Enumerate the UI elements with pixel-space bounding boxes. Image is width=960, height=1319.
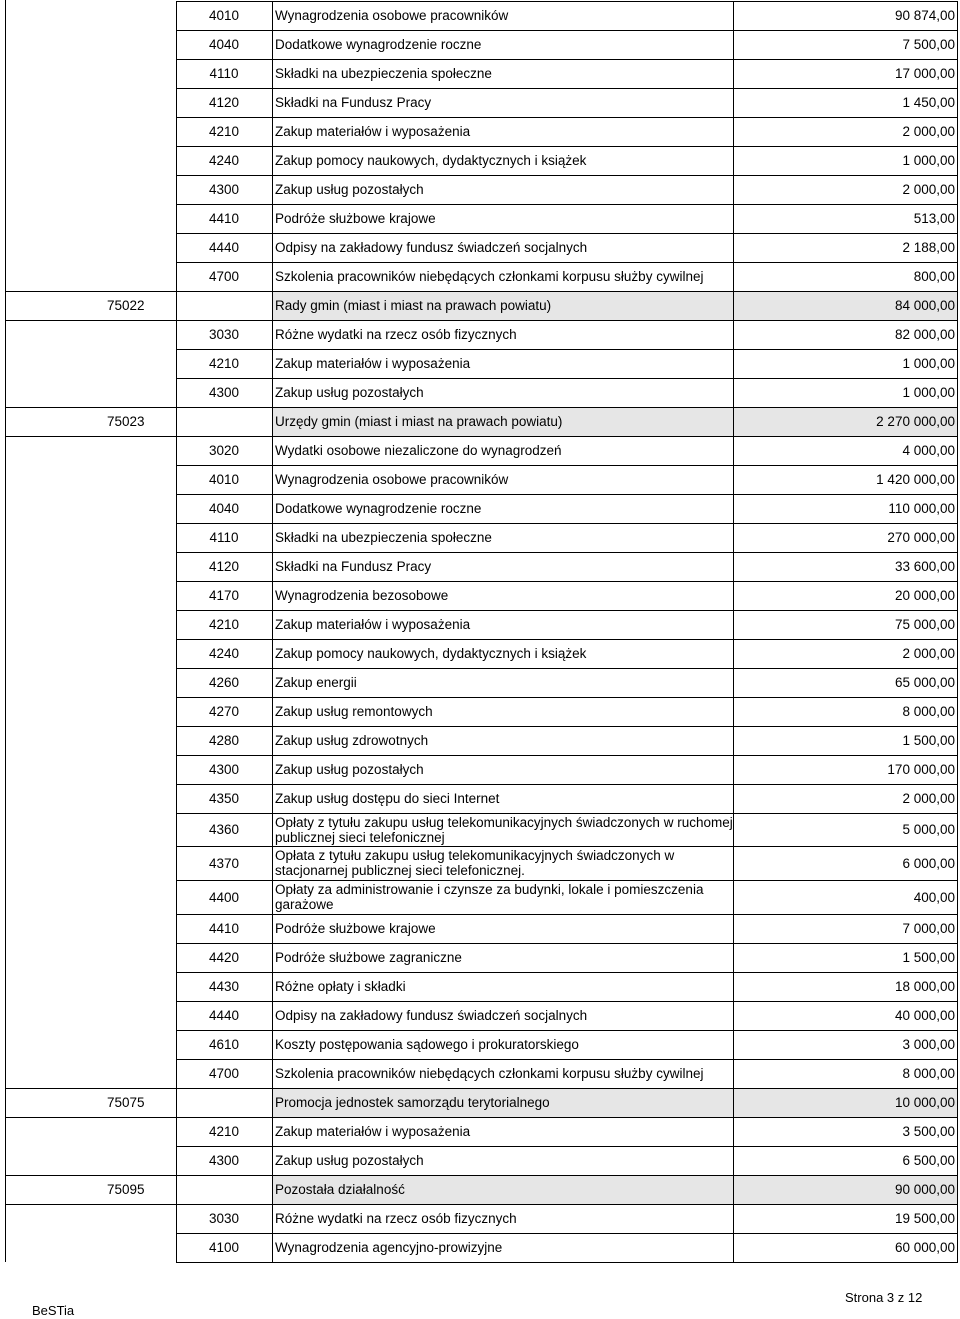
item-amount: 7 000,00	[902, 921, 955, 936]
cell-border	[176, 581, 273, 611]
item-amount: 400,00	[913, 889, 955, 905]
cell-border	[272, 1175, 734, 1205]
page-number: Strona 3 z 12	[845, 1290, 923, 1305]
item-name: Składki na Fundusz Pracy	[275, 559, 432, 574]
item-name: Opłata z tytułu zakupu usług telekomunikacyjnych świadczonych w stacjonarnej publicznej sieci telefonicznej.	[275, 848, 675, 878]
cell-border	[272, 146, 734, 176]
item-name: Szkolenia pracowników niebędących członkami korpusu służby cywilnej	[275, 269, 704, 284]
paragraph-code: 4120	[208, 559, 240, 574]
cell-border	[272, 204, 734, 234]
paragraph-code: 4210	[208, 124, 240, 139]
cell-border	[272, 233, 734, 263]
cell-border	[733, 1001, 958, 1031]
cell-border	[176, 1204, 273, 1234]
chapter-code	[0, 610, 176, 639]
cell-border	[733, 1204, 958, 1234]
footer-brand: BeSTia	[32, 1303, 75, 1318]
paragraph-code: 3030	[208, 327, 240, 342]
paragraph-code: 4040	[208, 501, 240, 516]
chapter-code	[0, 943, 176, 972]
chapter-code	[0, 1001, 176, 1030]
cell-border	[733, 407, 958, 437]
paragraph-code: 4440	[208, 240, 240, 255]
chapter-code	[0, 59, 176, 88]
item-name: Koszty postępowania sądowego i prokuratorskiego	[275, 1037, 579, 1052]
cell-border	[733, 784, 958, 814]
cell-border	[176, 639, 273, 669]
chapter-code	[0, 494, 176, 523]
cell-border	[176, 813, 273, 847]
cell-border	[272, 610, 734, 640]
cell-border	[733, 1233, 958, 1263]
paragraph-code: 4210	[208, 617, 240, 632]
paragraph-code: 4170	[208, 588, 240, 603]
item-name: Wynagrodzenia osobowe pracowników	[275, 8, 509, 23]
chapter-code	[0, 639, 176, 668]
cell-border	[733, 726, 958, 756]
paragraph-code: 4210	[208, 356, 240, 371]
cell-border	[733, 378, 958, 408]
item-amount: 800,00	[913, 269, 955, 284]
item-amount: 20 000,00	[894, 588, 955, 603]
cell-border	[733, 581, 958, 611]
cell-border	[733, 1030, 958, 1060]
item-name: Podróże służbowe zagraniczne	[275, 950, 462, 965]
chapter-code	[0, 880, 176, 914]
item-name: Promocja jednostek samorządu terytorialnego	[272, 1088, 733, 1117]
cell-border	[272, 1204, 734, 1234]
item-name: Wynagrodzenia agencyjno-prowizyjne	[275, 1240, 503, 1255]
item-amount: 40 000,00	[894, 1008, 955, 1023]
item-name: Dodatkowe wynagrodzenie roczne	[275, 501, 482, 516]
paragraph-code: 4280	[208, 733, 240, 748]
paragraph-code: 4010	[208, 8, 240, 23]
item-name: Wynagrodzenia bezosobowe	[275, 588, 449, 603]
paragraph-code: 4360	[208, 822, 240, 837]
chapter-code	[0, 552, 176, 581]
cell-border	[733, 88, 958, 118]
item-amount: 6 500,00	[902, 1153, 955, 1168]
cell-border	[176, 697, 273, 727]
paragraph-code: 4240	[208, 153, 240, 168]
item-amount: 3 500,00	[902, 1124, 955, 1139]
item-amount: 2 000,00	[902, 182, 955, 197]
cell-border	[733, 146, 958, 176]
cell-border	[176, 320, 273, 350]
chapter-code	[0, 914, 176, 943]
chapter-code	[0, 1117, 176, 1146]
cell-border	[733, 117, 958, 147]
cell-border	[272, 697, 734, 727]
cell-border	[176, 610, 273, 640]
cell-border	[272, 1059, 734, 1089]
cell-border	[272, 175, 734, 205]
cell-border	[272, 668, 734, 698]
chapter-code	[0, 755, 176, 784]
item-amount: 75 000,00	[894, 617, 955, 632]
item-amount: 17 000,00	[894, 66, 955, 81]
item-name: Zakup energii	[275, 675, 357, 690]
cell-border	[176, 59, 273, 89]
cell-border	[272, 465, 734, 495]
cell-border	[272, 523, 734, 553]
cell-border	[733, 914, 958, 944]
cell-border	[733, 349, 958, 379]
cell-border	[733, 846, 958, 881]
cell-border	[176, 204, 273, 234]
cell-border	[272, 1030, 734, 1060]
cell-border	[272, 784, 734, 814]
chapter-code	[0, 233, 176, 262]
paragraph-code: 4110	[209, 530, 239, 545]
item-name: Szkolenia pracowników niebędących członkami korpusu służby cywilnej	[275, 1066, 704, 1081]
cell-border	[176, 175, 273, 205]
cell-border	[272, 349, 734, 379]
cell-border	[176, 494, 273, 524]
cell-border	[176, 1, 273, 31]
item-name: Zakup usług pozostałych	[275, 182, 424, 197]
item-name: Wynagrodzenia osobowe pracowników	[275, 472, 509, 487]
cell-border	[176, 1088, 273, 1118]
cell-border	[733, 755, 958, 785]
paragraph-code: 4300	[208, 182, 240, 197]
cell-border	[272, 726, 734, 756]
cell-border	[733, 1175, 958, 1205]
cell-border	[176, 146, 273, 176]
cell-border	[272, 755, 734, 785]
chapter-code	[0, 697, 176, 726]
cell-border	[272, 88, 734, 118]
chapter-code	[0, 1059, 176, 1088]
item-amount: 90 000,00	[733, 1175, 957, 1204]
chapter-code	[0, 88, 176, 117]
chapter-code	[0, 813, 176, 846]
item-name: Wydatki osobowe niezaliczone do wynagrodzeń	[275, 443, 562, 458]
item-name: Opłaty za administrowanie i czynsze za budynki, lokale i pomieszczenia garażowe	[275, 882, 704, 912]
cell-border	[272, 813, 734, 847]
cell-border	[176, 1146, 273, 1176]
cell-border	[733, 610, 958, 640]
cell-border	[176, 943, 273, 973]
paragraph-code: 4120	[208, 95, 240, 110]
cell-border	[272, 320, 734, 350]
chapter-code	[0, 1, 176, 30]
paragraph-code: 4610	[208, 1037, 240, 1052]
cell-border	[176, 914, 273, 944]
item-name: Zakup usług dostępu do sieci Internet	[275, 791, 500, 806]
paragraph-code: 4300	[208, 385, 240, 400]
cell-border	[272, 639, 734, 669]
chapter-code	[0, 117, 176, 146]
cell-border	[176, 784, 273, 814]
cell-border	[176, 972, 273, 1002]
cell-border	[176, 30, 273, 60]
item-amount: 4 000,00	[902, 443, 955, 458]
item-amount: 1 500,00	[902, 950, 955, 965]
cell-border	[176, 846, 273, 881]
paragraph-code: 4260	[208, 675, 240, 690]
chapter-code	[0, 1146, 176, 1175]
item-amount: 3 000,00	[902, 1037, 955, 1052]
paragraph-code: 4700	[208, 269, 240, 284]
cell-border	[272, 407, 734, 437]
cell-border	[272, 552, 734, 582]
chapter-code	[0, 378, 176, 407]
cell-border	[176, 1175, 273, 1205]
cell-border	[176, 349, 273, 379]
item-name: Zakup pomocy naukowych, dydaktycznych i książek	[275, 646, 587, 661]
chapter-code: 75022	[107, 298, 145, 313]
cell-border	[733, 465, 958, 495]
item-amount: 8 000,00	[902, 1066, 955, 1081]
item-name: Składki na ubezpieczenia społeczne	[275, 66, 492, 81]
paragraph-code: 4420	[208, 950, 240, 965]
item-name: Zakup materiałów i wyposażenia	[275, 1124, 471, 1139]
chapter-code	[0, 668, 176, 697]
item-name: Urzędy gmin (miast i miast na prawach powiatu)	[272, 407, 733, 436]
cell-border	[272, 436, 734, 466]
item-amount: 2 188,00	[902, 240, 955, 255]
item-name: Różne wydatki na rzecz osób fizycznych	[275, 1211, 517, 1226]
chapter-code: 75095	[107, 1182, 145, 1197]
cell-border	[733, 1059, 958, 1089]
item-name: Opłaty z tytułu zakupu usług telekomunikacyjnych świadczonych w ruchomej publicznej sieci telefonicznej	[275, 814, 733, 845]
item-name: Zakup usług pozostałych	[275, 1153, 424, 1168]
cell-border	[733, 59, 958, 89]
paragraph-code: 4430	[208, 979, 240, 994]
cell-border	[733, 639, 958, 669]
paragraph-code: 4110	[209, 66, 239, 81]
cell-border	[733, 523, 958, 553]
cell-border	[176, 378, 273, 408]
cell-border	[272, 581, 734, 611]
cell-border	[272, 117, 734, 147]
cell-border	[176, 1117, 273, 1147]
cell-border	[733, 1146, 958, 1176]
chapter-code	[0, 523, 176, 552]
paragraph-code: 4410	[208, 921, 240, 936]
cell-border	[176, 1233, 273, 1263]
item-amount: 82 000,00	[894, 327, 955, 342]
cell-border	[272, 1117, 734, 1147]
chapter-code: 75023	[107, 414, 145, 429]
item-amount: 10 000,00	[733, 1088, 957, 1117]
chapter-code	[0, 320, 176, 349]
chapter-code	[0, 1030, 176, 1059]
item-name: Zakup usług pozostałych	[275, 385, 424, 400]
item-amount: 110 000,00	[888, 501, 955, 516]
item-amount: 8 000,00	[902, 704, 955, 719]
chapter-code	[0, 175, 176, 204]
item-name: Zakup usług remontowych	[275, 704, 433, 719]
cell-border	[272, 1146, 734, 1176]
chapter-code	[0, 349, 176, 378]
item-amount: 2 000,00	[902, 646, 955, 661]
paragraph-code: 4300	[208, 1153, 240, 1168]
cell-border	[733, 1, 958, 31]
cell-border	[176, 262, 273, 292]
cell-border	[733, 668, 958, 698]
item-amount: 1 500,00	[902, 733, 955, 748]
item-amount: 1 450,00	[902, 95, 955, 110]
cell-border	[176, 233, 273, 263]
item-amount: 170 000,00	[887, 762, 955, 777]
cell-border	[733, 262, 958, 292]
chapter-code	[0, 1204, 176, 1233]
cell-border	[733, 1088, 958, 1118]
cell-border	[272, 291, 734, 321]
chapter-code	[0, 146, 176, 175]
cell-border	[272, 30, 734, 60]
cell-border	[272, 972, 734, 1002]
item-name: Odpisy na zakładowy fundusz świadczeń socjalnych	[275, 1008, 588, 1023]
paragraph-code: 4010	[208, 472, 240, 487]
cell-border	[272, 846, 734, 881]
item-name: Zakup pomocy naukowych, dydaktycznych i książek	[275, 153, 587, 168]
paragraph-code: 4400	[208, 889, 240, 905]
item-amount: 1 000,00	[902, 153, 955, 168]
cell-border	[272, 880, 734, 915]
item-amount: 60 000,00	[894, 1240, 955, 1255]
cell-border	[272, 914, 734, 944]
item-name: Podróże służbowe krajowe	[275, 921, 436, 936]
chapter-code: 75075	[107, 1095, 145, 1110]
item-name: Odpisy na zakładowy fundusz świadczeń socjalnych	[275, 240, 588, 255]
paragraph-code: 4270	[208, 704, 240, 719]
cell-border	[733, 30, 958, 60]
cell-border	[176, 880, 273, 915]
item-amount: 1 000,00	[902, 385, 955, 400]
item-name: Składki na ubezpieczenia społeczne	[275, 530, 492, 545]
chapter-code	[0, 30, 176, 59]
chapter-code	[0, 846, 176, 880]
cell-border	[176, 523, 273, 553]
chapter-code	[0, 436, 176, 465]
cell-border	[272, 1001, 734, 1031]
item-amount: 33 600,00	[894, 559, 955, 574]
item-name: Zakup materiałów i wyposażenia	[275, 617, 471, 632]
cell-border	[733, 233, 958, 263]
item-amount: 2 270 000,00	[733, 407, 957, 436]
chapter-code	[0, 262, 176, 291]
item-amount: 5 000,00	[902, 822, 955, 837]
item-amount: 270 000,00	[887, 530, 955, 545]
paragraph-code: 4350	[208, 791, 240, 806]
item-amount: 6 000,00	[902, 855, 955, 871]
cell-border	[176, 436, 273, 466]
item-name: Różne wydatki na rzecz osób fizycznych	[275, 327, 517, 342]
cell-border	[176, 552, 273, 582]
chapter-code	[0, 784, 176, 813]
item-amount: 90 874,00	[894, 8, 955, 23]
cell-border	[733, 494, 958, 524]
cell-border	[733, 552, 958, 582]
item-name: Podróże służbowe krajowe	[275, 211, 436, 226]
cell-border	[733, 880, 958, 915]
item-amount: 2 000,00	[902, 791, 955, 806]
item-name: Różne opłaty i składki	[275, 979, 406, 994]
item-name: Pozostała działalność	[272, 1175, 733, 1204]
cell-border	[176, 117, 273, 147]
item-amount: 7 500,00	[902, 37, 955, 52]
cell-border	[733, 175, 958, 205]
item-amount: 1 000,00	[902, 356, 955, 371]
cell-border	[733, 291, 958, 321]
item-name: Składki na Fundusz Pracy	[275, 95, 432, 110]
cell-border	[272, 494, 734, 524]
cell-border	[176, 1059, 273, 1089]
chapter-code	[0, 726, 176, 755]
item-name: Dodatkowe wynagrodzenie roczne	[275, 37, 482, 52]
chapter-code	[0, 581, 176, 610]
cell-border	[272, 59, 734, 89]
chapter-code	[0, 465, 176, 494]
chapter-code	[0, 1233, 176, 1262]
paragraph-code: 3020	[208, 443, 240, 458]
cell-border	[272, 943, 734, 973]
paragraph-code: 4300	[208, 762, 240, 777]
item-name: Zakup materiałów i wyposażenia	[275, 124, 471, 139]
cell-border	[272, 1088, 734, 1118]
item-amount: 19 500,00	[894, 1211, 955, 1226]
cell-border	[733, 943, 958, 973]
cell-border	[176, 88, 273, 118]
item-amount: 65 000,00	[894, 675, 955, 690]
paragraph-code: 4410	[208, 211, 240, 226]
chapter-code	[0, 204, 176, 233]
cell-border	[733, 204, 958, 234]
cell-border	[733, 972, 958, 1002]
cell-border	[176, 1001, 273, 1031]
cell-border	[733, 1117, 958, 1147]
cell-border	[176, 1030, 273, 1060]
cell-border	[176, 407, 273, 437]
chapter-code	[0, 972, 176, 1001]
cell-border	[733, 697, 958, 727]
item-name: Zakup usług zdrowotnych	[275, 733, 429, 748]
paragraph-code: 4700	[208, 1066, 240, 1081]
item-amount: 18 000,00	[894, 979, 955, 994]
cell-border	[176, 726, 273, 756]
cell-border	[733, 813, 958, 847]
cell-border	[176, 465, 273, 495]
paragraph-code: 4370	[208, 855, 240, 871]
paragraph-code: 4040	[208, 37, 240, 52]
cell-border	[733, 436, 958, 466]
cell-border	[272, 1233, 734, 1263]
item-name: Zakup usług pozostałych	[275, 762, 424, 777]
item-name: Rady gmin (miast i miast na prawach powiatu)	[272, 291, 733, 320]
item-name: Zakup materiałów i wyposażenia	[275, 356, 471, 371]
paragraph-code: 4440	[208, 1008, 240, 1023]
paragraph-code: 4240	[208, 646, 240, 661]
cell-border	[176, 668, 273, 698]
cell-border	[272, 1, 734, 31]
cell-border	[272, 378, 734, 408]
paragraph-code: 4210	[208, 1124, 240, 1139]
paragraph-code: 3030	[208, 1211, 240, 1226]
cell-border	[176, 291, 273, 321]
cell-border	[272, 262, 734, 292]
cell-border	[176, 755, 273, 785]
item-amount: 2 000,00	[902, 124, 955, 139]
item-amount: 513,00	[913, 211, 955, 226]
item-amount: 1 420 000,00	[876, 472, 955, 487]
paragraph-code: 4100	[208, 1240, 240, 1255]
cell-border	[733, 320, 958, 350]
item-amount: 84 000,00	[733, 291, 957, 320]
